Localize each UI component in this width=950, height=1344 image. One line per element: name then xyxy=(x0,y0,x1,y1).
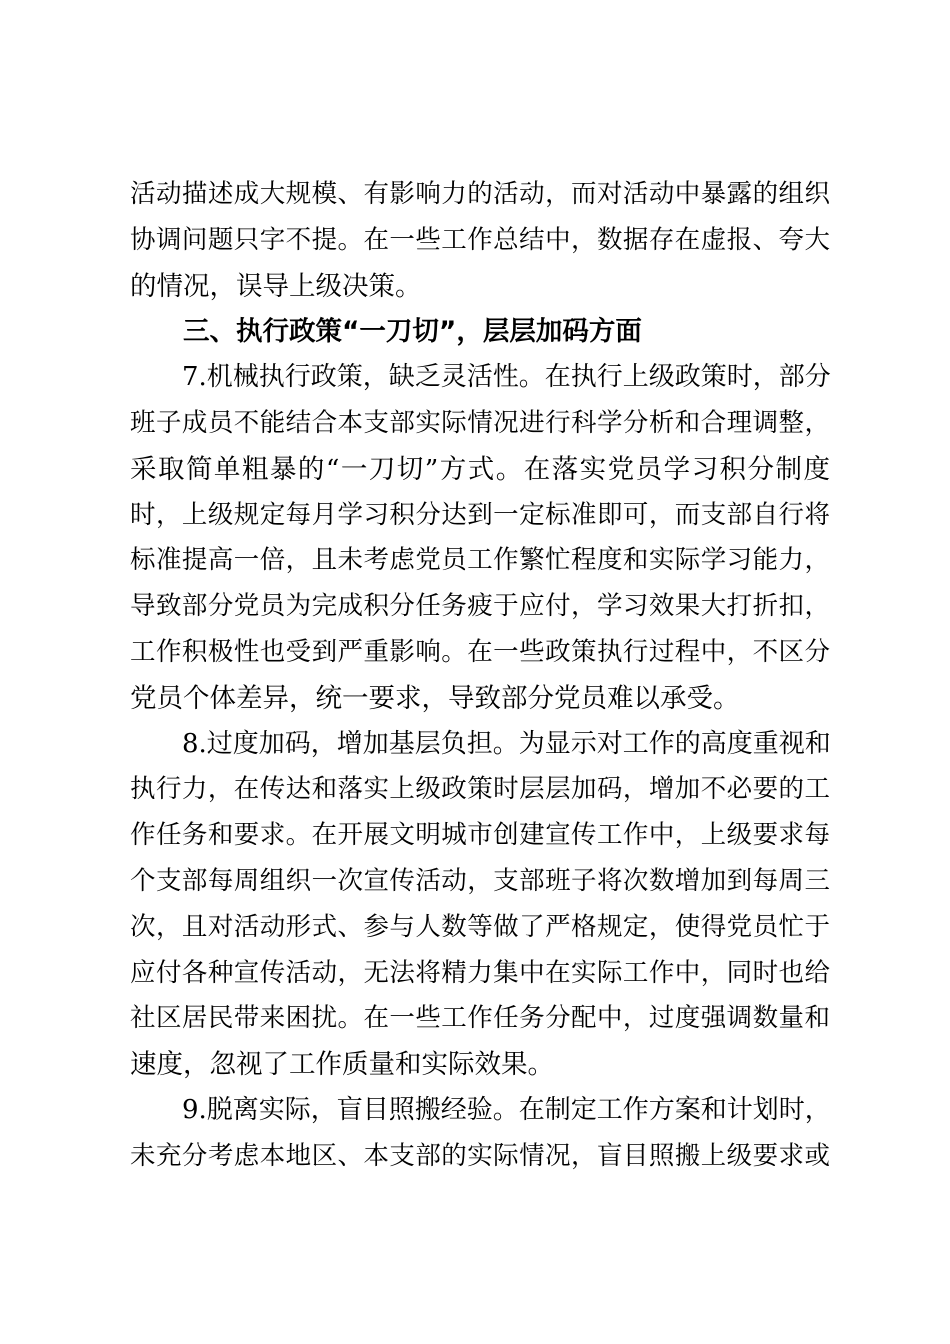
paragraph-item-8 xyxy=(130,722,830,1088)
section-heading-text: 三、执行政策“一刀切”，层层加码方面 xyxy=(183,316,642,348)
text-line: 采取简单粗暴的“一刀切”方式。在落实党员学习积分制度 xyxy=(130,453,830,485)
text-line: 活动描述成大规模、有影响力的活动，而对活动中暴露的组织 xyxy=(130,179,830,209)
text-line: 未充分考虑本地区、本支部的实际情况，盲目照搬上级要求或 xyxy=(130,1140,830,1171)
text-line: 协调问题只字不提。在一些工作总结中，数据存在虚报、夸大 xyxy=(130,224,830,255)
text-line: 应付各种宣传活动，无法将精力集中在实际工作中，同时也给 xyxy=(130,957,830,988)
text-line: 班子成员不能结合本支部实际情况进行科学分析和合理调整， xyxy=(130,407,830,438)
text-line: 个支部每周组织一次宣传活动，支部班子将次数增加到每周三 xyxy=(130,865,830,896)
document-body xyxy=(130,172,830,1180)
text-line: 的情况，误导上级决策。 xyxy=(130,270,422,302)
text-line: 作任务和要求。在开展文明城市创建宣传工作中，上级要求每 xyxy=(130,820,830,851)
text-line: 执行力，在传达和落实上级政策时层层加码，增加不必要的工 xyxy=(130,774,830,805)
text-line: 导致部分党员为完成积分任务疲于应付，学习效果大打折扣， xyxy=(130,591,830,622)
section-heading xyxy=(130,309,830,355)
text-line: 9.脱离实际，盲目照搬经验。在制定工作方案和计划时， xyxy=(182,1094,831,1125)
text-line: 工作积极性也受到严重影响。在一些政策执行过程中，不区分 xyxy=(130,636,830,667)
text-line: 社区居民带来困扰。在一些工作任务分配中，过度强调数量和 xyxy=(130,1003,830,1034)
paragraph-continuation xyxy=(130,172,830,309)
text-line: 速度，忽视了工作质量和实际效果。 xyxy=(130,1049,554,1081)
text-line: 7.机械执行政策，缺乏灵活性。在执行上级政策时，部分 xyxy=(182,362,831,393)
text-line: 标准提高一倍，且未考虑党员工作繁忙程度和实际学习能力， xyxy=(130,545,830,576)
text-line: 时，上级规定每月学习积分达到一定标准即可，而支部自行将 xyxy=(130,499,830,530)
text-line: 次，且对活动形式、参与人数等做了严格规定，使得党员忙于 xyxy=(130,911,830,942)
text-line: 8.过度加码，增加基层负担。为显示对工作的高度重视和 xyxy=(182,728,831,759)
paragraph-item-9 xyxy=(130,1088,830,1180)
text-line: 党员个体差异，统一要求，导致部分党员难以承受。 xyxy=(130,682,740,714)
paragraph-item-7 xyxy=(130,355,830,721)
